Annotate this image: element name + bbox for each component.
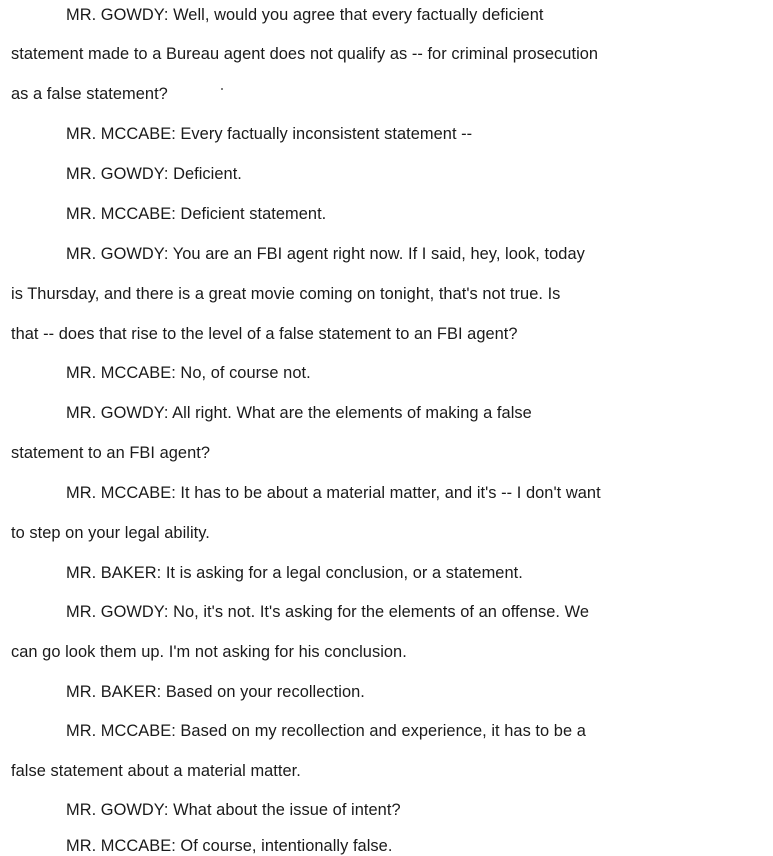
transcript-line: as a false statement? [11,85,168,103]
transcript-line: can go look them up. I'm not asking for his conclusion. [11,643,407,661]
transcript-line: MR. GOWDY: No, it's not. It's asking for the elements of an offense. We [66,603,589,621]
transcript-line: MR. BAKER: It is asking for a legal conclusion, or a statement. [66,564,523,582]
transcript-line: MR. GOWDY: What about the issue of intent? [66,801,401,819]
transcript-line: to step on your legal ability. [11,524,210,542]
transcript-line: MR. MCCABE: No, of course not. [66,364,311,382]
transcript-line: MR. MCCABE: Every factually inconsistent statement -- [66,125,473,143]
transcript-line: MR. MCCABE: It has to be about a material matter, and it's -- I don't want [66,484,601,502]
transcript-line: statement made to a Bureau agent does not qualify as -- for criminal prosecution [11,45,599,63]
scan-speck [221,88,223,90]
transcript-line: MR. GOWDY: Well, would you agree that every factually deficient [66,6,544,24]
transcript-line: MR. GOWDY: Deficient. [66,165,242,183]
transcript-line: MR. MCCABE: Deficient statement. [66,205,327,223]
transcript-line: MR. MCCABE: Based on my recollection and experience, it has to be a [66,722,586,740]
transcript-line: MR. GOWDY: You are an FBI agent right now. If I said, hey, look, today [66,245,585,263]
transcript-line: MR. GOWDY: All right. What are the elements of making a false [66,404,532,422]
transcript-line: that -- does that rise to the level of a false statement to an FBI agent? [11,325,518,343]
transcript-line: MR. BAKER: Based on your recollection. [66,683,365,701]
transcript-line: is Thursday, and there is a great movie coming on tonight, that's not true. Is [11,285,561,303]
transcript-line: statement to an FBI agent? [11,444,211,462]
transcript-line: false statement about a material matter. [11,762,301,780]
transcript-line: MR. MCCABE: Of course, intentionally false. [66,837,393,855]
